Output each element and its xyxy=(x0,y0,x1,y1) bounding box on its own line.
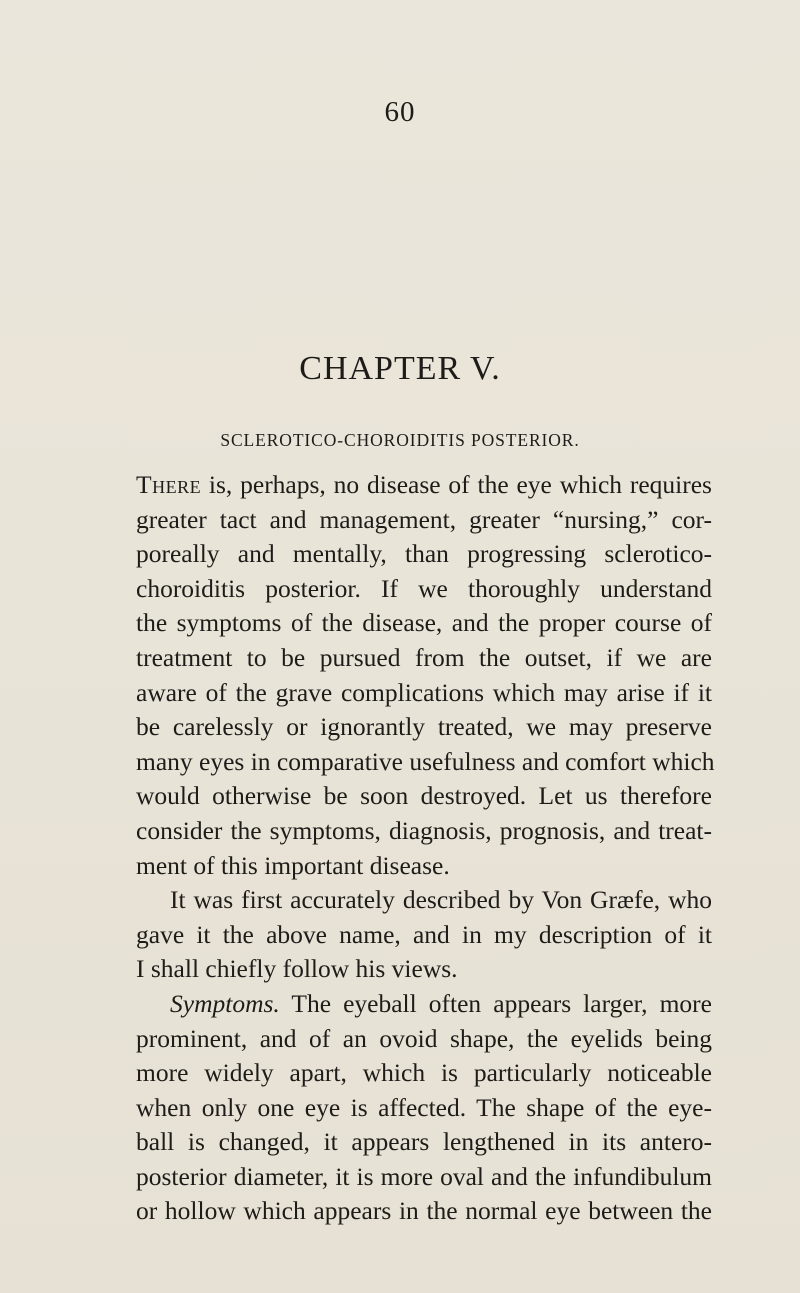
text-line: prominent, and of an ovoid shape, the eyelids being xyxy=(136,1023,712,1053)
lead-word: Symptoms. xyxy=(170,988,280,1018)
text-line: treatment to be pursued from the outset, if we are xyxy=(136,642,712,672)
text-line: It was first accurately described by Von Græfe, who xyxy=(170,885,712,915)
body-text xyxy=(136,468,715,1229)
text-line: aware of the grave complications which may arise if it xyxy=(136,677,712,707)
text-line: greater tact and management, greater “nursing,” cor- xyxy=(136,504,712,534)
text-line: many eyes in comparative usefulness and comfort which xyxy=(136,746,715,776)
text-line: consider the symptoms, diagnosis, prognosis, and treat- xyxy=(136,815,712,845)
text-line: I shall chiefly follow his views. xyxy=(136,954,458,984)
text-line: ball is changed, it appears lengthened in its antero- xyxy=(136,1127,712,1157)
text-line: or hollow which appears in the normal eye between the xyxy=(136,1196,712,1226)
text-line: more widely apart, which is particularly noticeable xyxy=(136,1058,712,1088)
text-line: choroiditis posterior. If we thoroughly understand xyxy=(136,573,712,603)
text-line: gave it the above name, and in my description of it xyxy=(136,919,712,949)
text-line: when only one eye is affected. The shape of the eye- xyxy=(136,1092,712,1122)
lead-word: There xyxy=(136,470,202,499)
text-line: poreally and mentally, than progressing sclerotico- xyxy=(136,539,712,569)
text-line: the symptoms of the disease, and the proper course of xyxy=(136,608,712,638)
line-text: The eyeball often appears larger, more xyxy=(279,988,712,1018)
text-line xyxy=(136,987,712,1022)
text-line: posterior diameter, it is more oval and the infundibulum xyxy=(136,1161,712,1191)
text-line xyxy=(136,468,712,503)
text-line: would otherwise be soon destroyed. Let us therefore xyxy=(136,781,712,811)
chapter-title: CHAPTER V. xyxy=(299,350,501,387)
page-number: 60 xyxy=(384,96,416,128)
text-line: be carelessly or ignorantly treated, we may preserve xyxy=(136,712,712,742)
text-line: ment of this important disease. xyxy=(136,850,450,880)
section-title: SCLEROTICO-CHOROIDITIS POSTERIOR. xyxy=(220,430,580,450)
line-text: is, perhaps, no disease of the eye which requires xyxy=(201,470,712,499)
